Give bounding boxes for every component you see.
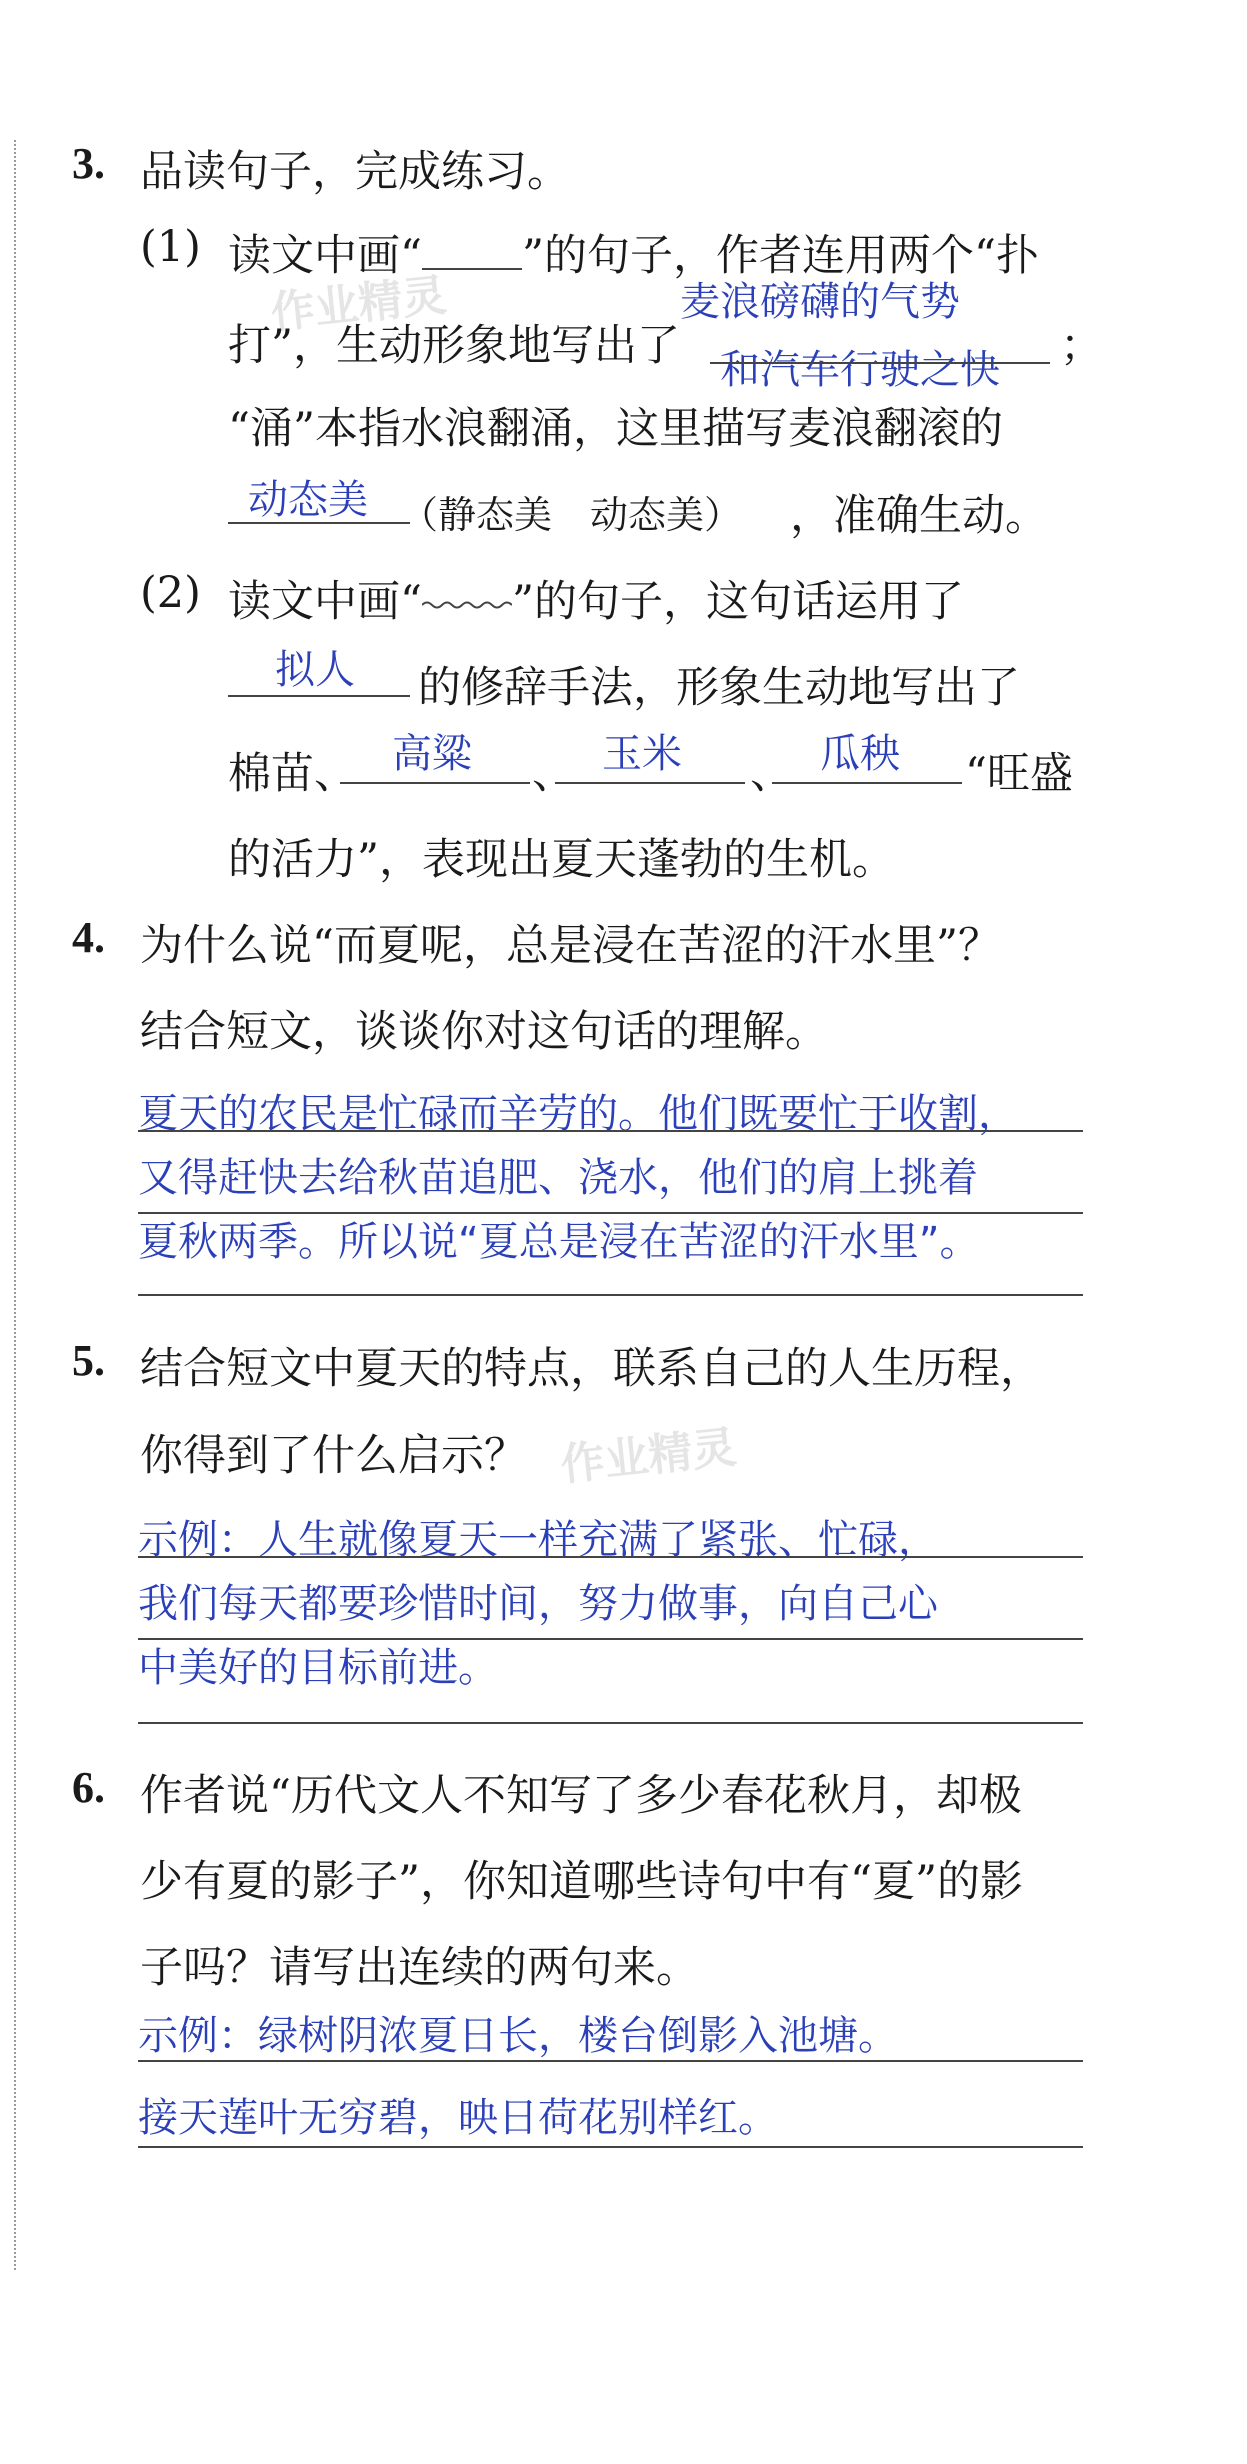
answer-underline: [228, 522, 410, 524]
answer-blank-1-bottom: 和汽车行驶之快: [720, 347, 1000, 393]
part-2-line-4: 的活力”，表现出夏天蓬勃的生机。: [228, 835, 895, 885]
binding-margin: [14, 140, 16, 2270]
answer-line-2: 我们每天都要珍惜时间，努力做事，向自己心: [138, 1581, 938, 1627]
question-prompt-line-1: 作者说“历代文人不知写了多少春花秋月，却极: [140, 1771, 1022, 1821]
question-prompt-line-1: 为什么说“而夏呢，总是浸在苦涩的汗水里”？: [140, 921, 1001, 971]
answer-underline: [138, 2146, 1083, 2148]
answer-line-1: 示例：绿树阴浓夏日长，楼台倒影入池塘。: [138, 2013, 898, 2059]
question-number: 5.: [72, 1336, 105, 1385]
separator: 、: [750, 749, 793, 799]
answer-blank-4: 高粱: [392, 731, 472, 777]
answer-line-2: 又得赶快去给秋苗追肥、浇水，他们的肩上挑着: [138, 1155, 978, 1201]
question-prompt-line-3: 子吗？请写出连续的两句来。: [140, 1943, 699, 1993]
question-prompt: 品读句子，完成练习。: [140, 147, 570, 197]
wavy-underline-sample: [422, 600, 512, 610]
part-1-line-1: 读文中画“ ”的句子，作者连用两个“扑: [228, 231, 1039, 281]
part-1-line-4-end: ，准确生动。: [790, 491, 1048, 541]
answer-blank-2: 动态美: [248, 477, 368, 523]
answer-underline: [340, 782, 530, 784]
separator: 、: [532, 749, 575, 799]
semicolon: ；: [1060, 321, 1103, 371]
part-2-line-1: 读文中画“ ”的句子，这句话运用了: [228, 577, 964, 627]
answer-line-1: 示例：人生就像夏天一样充满了紧张、忙碌，: [138, 1517, 938, 1563]
answer-line-3: 夏秋两季。所以说“夏总是浸在苦涩的汗水里”。: [138, 1219, 980, 1265]
answer-underline: [555, 782, 745, 784]
question-number: 6.: [72, 1763, 105, 1812]
answer-blank-6: 瓜秧: [820, 731, 900, 777]
question-prompt-line-1: 结合短文中夏天的特点，联系自己的人生历程，: [140, 1344, 1043, 1394]
answer-blank-5: 玉米: [602, 731, 682, 777]
answer-underline: [138, 1294, 1083, 1296]
answer-underline: [138, 2060, 1083, 2062]
answer-blank-3: 拟人: [275, 647, 355, 693]
part-label: (2): [140, 568, 201, 618]
question-number: 3.: [72, 139, 105, 188]
part-1-line-3: “涌”本指水浪翻涌，这里描写麦浪翻滚的: [228, 404, 1003, 454]
watermark-logo: 作业精灵: [268, 269, 449, 340]
answer-underline: [228, 695, 410, 697]
question-prompt-line-2: 结合短文，谈谈你对这句话的理解。: [140, 1007, 828, 1057]
part-2-line-3-end: “旺盛: [965, 749, 1073, 799]
part-1-line-2: 打”，生动形象地写出了: [228, 321, 680, 371]
part-2-line-3-start: 棉苗、: [228, 749, 357, 799]
answer-underline: [772, 782, 962, 784]
answer-underline: [138, 1556, 1083, 1558]
choice-options: （静态美 动态美）: [400, 493, 743, 537]
answer-underline: [138, 1722, 1083, 1724]
answer-underline: [138, 1130, 1083, 1132]
answer-underline: [710, 362, 1050, 364]
question-prompt-line-2: 少有夏的影子”，你知道哪些诗句中有“夏”的影: [140, 1857, 1023, 1907]
answer-blank-1-top: 麦浪磅礴的气势: [680, 279, 960, 325]
watermark-logo: 作业精灵: [558, 1421, 739, 1492]
answer-line-2: 接天莲叶无穷碧，映日荷花别样红。: [138, 2095, 778, 2141]
answer-line-1: 夏天的农民是忙碌而辛劳的。他们既要忙于收割，: [138, 1091, 1018, 1137]
part-2-line-2: 的修辞手法，形象生动地写出了: [418, 663, 1020, 713]
part-label: (1): [140, 222, 201, 272]
question-number: 4.: [72, 913, 105, 962]
straight-underline-sample: [422, 268, 522, 270]
question-prompt-line-2: 你得到了什么启示？: [140, 1431, 527, 1481]
answer-line-3: 中美好的目标前进。: [138, 1645, 498, 1691]
